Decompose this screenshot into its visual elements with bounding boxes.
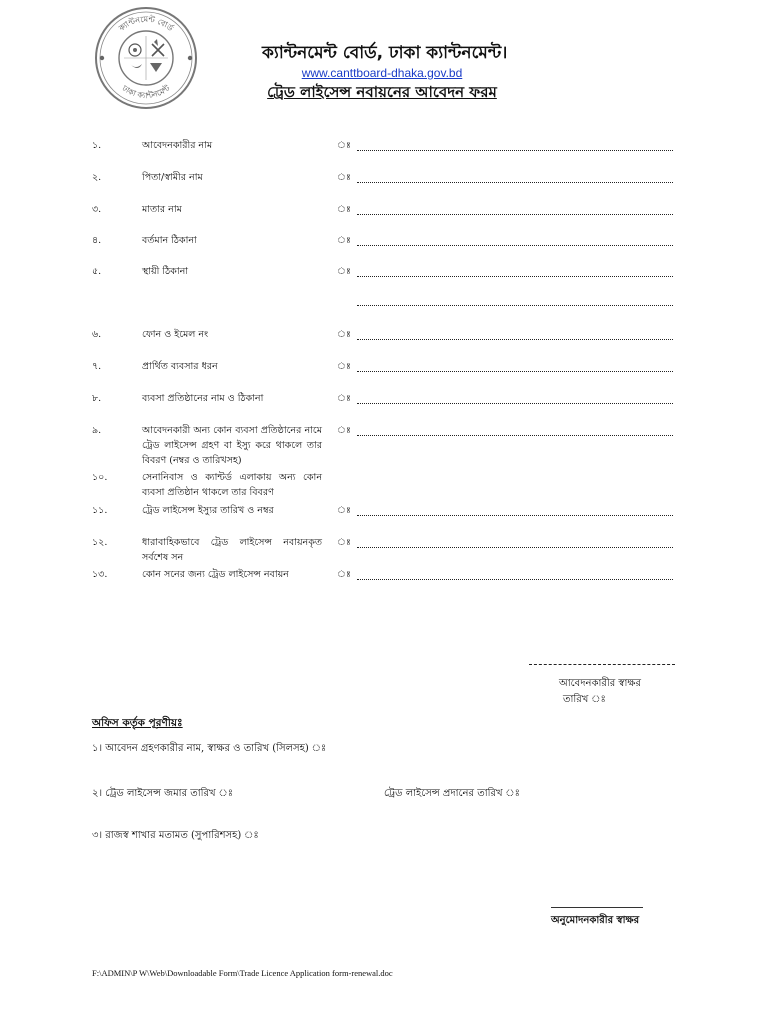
website-link[interactable]: www.canttboard-dhaka.gov.bd [301, 66, 463, 80]
field-number: ২. [92, 172, 102, 183]
field-label: পিতা/স্বামীর নাম [142, 172, 203, 183]
field-input-line[interactable] [357, 236, 673, 246]
field-label: আবেদনকারী অন্য কোন ব্যবসা প্রতিষ্ঠানের নামে ট্রেড লাইসেন্স গ্রহণ বা ইস্যু করে থাকলে তার বিবরণ (নম্বর ও তারিখসহ) [142, 425, 322, 466]
field-input-line[interactable] [357, 205, 673, 215]
field-number: ৫. [92, 266, 102, 277]
field-label: প্রার্থিত ব্যবসার ধরন [142, 361, 218, 372]
field-input-line[interactable] [357, 426, 673, 436]
field-label: মাতার নাম [142, 204, 182, 215]
field-label: ধারাবাহিকভাবে ট্রেড লাইসেন্স নবায়নকৃত সর্বশেষ সন [142, 537, 322, 563]
seal-top-text: ক্যান্টনমেন্ট বোর্ড [117, 14, 175, 34]
office-title: ক্যান্টনমেন্ট বোর্ড, ঢাকা ক্যান্টনমেন্ট। [262, 43, 508, 63]
office-item-receiver: ১। আবেদন গ্রহণকারীর নাম, স্বাক্ষর ও তারিখ (সিলসহ) ঃ [92, 743, 327, 754]
field-input-line[interactable] [357, 330, 673, 340]
field-colon: ঃ [337, 140, 351, 151]
field-label: আবেদনকারীর নাম [142, 140, 213, 151]
field-colon: ঃ [337, 393, 351, 404]
cantonment-board-seal [94, 6, 198, 110]
field-colon: ঃ [337, 537, 351, 548]
field-label: কোন সনের জন্য ট্রেড লাইসেন্স নবায়ন [142, 569, 289, 580]
field-label: বর্তমান ঠিকানা [142, 235, 197, 246]
field-colon: ঃ [337, 172, 351, 183]
field-colon: ঃ [337, 569, 351, 580]
field-number: ৭. [92, 361, 102, 372]
office-item-issue-date: ট্রেড লাইসেন্স প্রদানের তারিখ ঃ [384, 788, 520, 799]
field-colon: ঃ [337, 425, 351, 436]
field-colon: ঃ [337, 204, 351, 215]
field-colon: ঃ [337, 505, 351, 516]
field-colon: ঃ [337, 266, 351, 277]
field-label: ফোন ও ইমেল নং [142, 329, 209, 340]
seal-bottom-text: ঢাকা ক্যান্টনমেন্ট [120, 83, 172, 101]
approver-signature-label: অনুমোদনকারীর স্বাক্ষর [551, 915, 640, 926]
office-item-submission-date: ২। ট্রেড লাইসেন্স জমার তারিখ ঃ [92, 788, 234, 799]
form-title: ট্রেড লাইসেন্স নবায়নের আবেদন ফরম [267, 83, 497, 101]
document-file-path: F:\ADMIN\P W\Web\Downloadable Form\Trade Licence Application form-renewal.doc [92, 968, 393, 978]
field-number: ১১. [92, 505, 108, 516]
approver-signature-line[interactable] [551, 907, 643, 908]
field-number: ৬. [92, 329, 102, 340]
field-number: ১. [92, 140, 102, 151]
field-input-line[interactable] [357, 267, 673, 277]
applicant-signature-label: আবেদনকারীর স্বাক্ষর [559, 678, 641, 689]
field-colon: ঃ [337, 235, 351, 246]
field-input-line[interactable] [357, 538, 673, 548]
field-input-line[interactable] [357, 362, 673, 372]
field-label: স্থায়ী ঠিকানা [142, 266, 188, 277]
field-input-line[interactable] [357, 570, 673, 580]
field-number: ১০. [92, 472, 108, 483]
applicant-signature-line[interactable] [529, 664, 675, 665]
office-item-revenue-opinion: ৩। রাজস্ব শাখার মতামত (সুপারিশসহ) ঃ [92, 830, 259, 841]
field-number: ১২. [92, 537, 108, 548]
field-number: ৯. [92, 425, 102, 436]
field-colon: ঃ [337, 361, 351, 372]
field-number: ৪. [92, 235, 102, 246]
date-label: তারিখ ঃ [563, 694, 606, 705]
field-number: ৮. [92, 393, 102, 404]
field-colon: ঃ [337, 329, 351, 340]
field-input-line[interactable] [357, 141, 673, 151]
field-label: ট্রেড লাইসেন্স ইস্যুর তারিখ ও নম্বর [142, 505, 274, 516]
field-input-line[interactable] [357, 173, 673, 183]
field-input-line[interactable] [357, 506, 673, 516]
permanent-address-continuation-line[interactable] [357, 296, 673, 306]
field-label: ব্যবসা প্রতিষ্ঠানের নাম ও ঠিকানা [142, 393, 264, 404]
field-number: ৩. [92, 204, 102, 215]
field-input-line[interactable] [357, 394, 673, 404]
field-label: সেনানিবাস ও ক্যান্টর্ড এলাকায় অন্য কোন ব্যবসা প্রতিষ্ঠান থাকলে তার বিবরণ [142, 472, 322, 498]
field-number: ১৩. [92, 569, 108, 580]
office-use-heading: অফিস কর্তৃক পূরণীয়ঃ [92, 717, 183, 729]
